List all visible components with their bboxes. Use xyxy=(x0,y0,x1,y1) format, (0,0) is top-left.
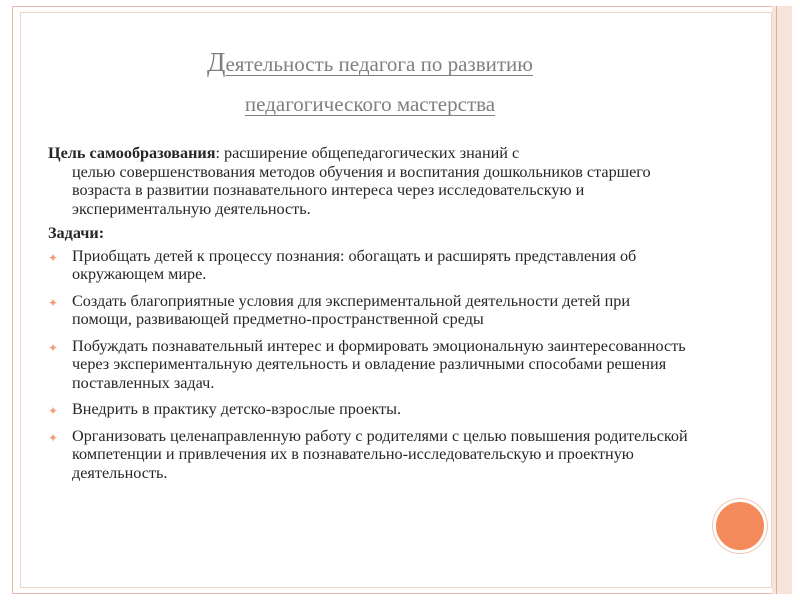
decorative-circle xyxy=(713,499,767,553)
title-line-1 xyxy=(40,42,700,84)
list-item-text: Создать благоприятные условия для экспериментальной деятельности детей при помощи, развивающей предметно-пространственной среды xyxy=(72,291,631,328)
title-initial: Д xyxy=(207,47,226,77)
goal-text-rest: целью совершенствования методов обучения и воспитания дошкольников старшего возраста в развитии познавательного интереса через исследовательскую и экспериментальную деятельность. xyxy=(72,162,651,218)
list-item xyxy=(48,292,688,329)
bullet-arrow-icon: ✦ xyxy=(48,340,59,355)
decorative-side-line xyxy=(776,6,777,594)
decorative-side-bar xyxy=(772,6,792,594)
goal-paragraph xyxy=(48,144,688,218)
list-item-text: Внедрить в практику детско-взрослые проекты. xyxy=(72,400,402,418)
slide-title xyxy=(40,42,700,124)
list-item xyxy=(48,337,688,393)
list-item xyxy=(48,247,688,284)
list-item xyxy=(48,400,688,419)
list-item-text: Организовать целенаправленную работу с родителями с целью повышения родительской компетенции и привлечения их в познавательно-исследовательскую и проектную деятельность. xyxy=(72,426,688,482)
goal-text-first: : расширение общепедагогических знаний с xyxy=(215,144,520,162)
title-line-2: педагогического мастерства xyxy=(244,92,496,116)
bullet-arrow-icon: ✦ xyxy=(48,430,59,445)
list-item-text: Побуждать познавательный интерес и формировать эмоциональную заинтересованность через экспериментальную деятельность и овладение различными способами решения поставленных задач. xyxy=(72,336,686,392)
tasks-list xyxy=(48,247,688,483)
tasks-heading: Задачи: xyxy=(48,224,105,242)
bullet-arrow-icon: ✦ xyxy=(48,404,59,418)
goal-heading: Цель самообразования xyxy=(48,144,216,162)
title-rest: еятельность педагога по развитию xyxy=(225,52,533,76)
list-item xyxy=(48,427,688,483)
list-item-text: Приобщать детей к процессу познания: обогащать и расширять представления об окружающем мире. xyxy=(72,246,637,283)
bullet-arrow-icon: ✦ xyxy=(48,295,59,310)
slide-content xyxy=(48,144,688,490)
bullet-arrow-icon: ✦ xyxy=(48,250,59,265)
